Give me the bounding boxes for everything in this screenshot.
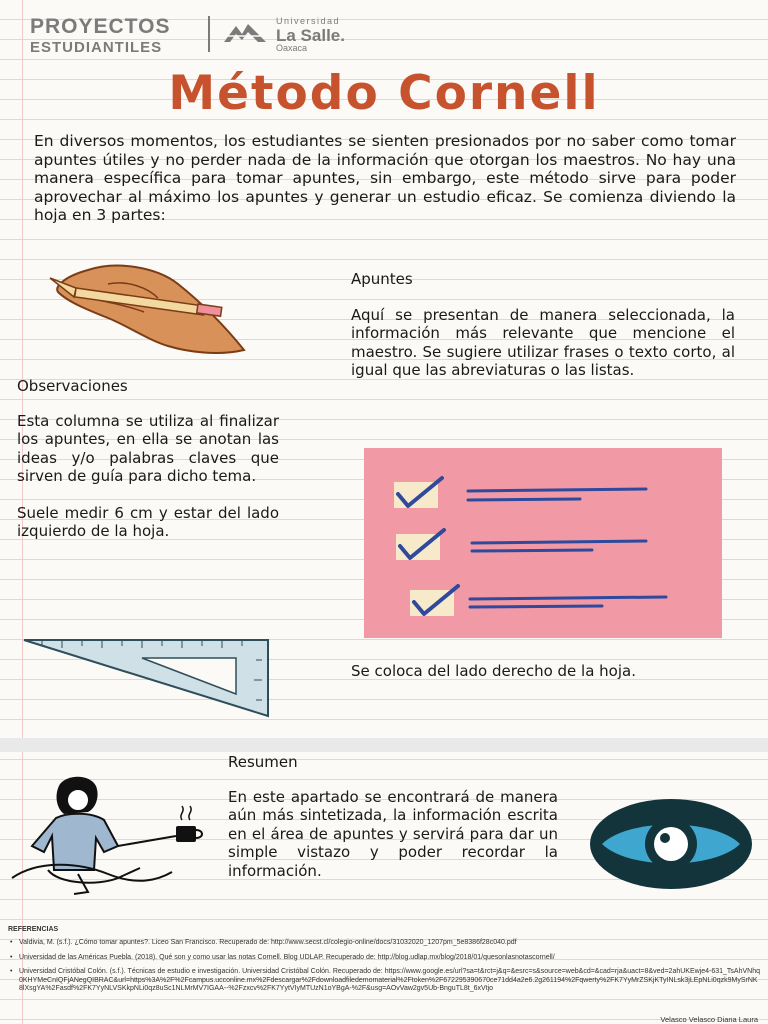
references-section xyxy=(8,926,760,1000)
intro-paragraph: En diversos momentos, los estudiantes se sienten presionados por no saber como tomar apuntes útiles y no perder nada de la información que otorgan los maestros. No hay una manera específica para tomar apuntes, sin embargo, este método sirve para poder aprovechar al máximo los apuntes y generar un estudio eficaz. Se comienza diviendo la hoja en 3 partes: xyxy=(34,132,736,225)
university-label: Universidad xyxy=(276,16,341,26)
university-name: La Salle. xyxy=(276,26,345,45)
checklist-illustration-icon xyxy=(364,448,722,638)
resumen-text: En este apartado se encontrará de manera aún más sintetizada, la información escrita en el área de apuntes y servirá para dar un simple vistazo y poder recordar la información. xyxy=(228,788,558,880)
section-divider xyxy=(0,738,768,752)
resumen-heading: Resumen xyxy=(228,753,298,771)
brand-line2: ESTUDIANTILES xyxy=(30,39,163,56)
person-reading-icon xyxy=(8,774,208,896)
observaciones-column xyxy=(17,412,279,540)
apuntes-side-text: Se coloca del lado derecho de la hoja. xyxy=(351,662,636,680)
references-title: REFERENCIAS xyxy=(8,926,59,933)
reference-item: • Valdivia, M. (s.f.). ¿Cómo tomar apuntes?. Liceo San Francisco. Recuperado de: http://www.secst.cl/colegio-online/docs/31032020_1207pm_5e8386f28c040.pdf xyxy=(8,939,760,948)
university-city: Oaxaca xyxy=(276,43,308,53)
observaciones-heading: Observaciones xyxy=(17,377,128,395)
eye-icon xyxy=(588,798,754,890)
reference-item: • Universidad de las Américas Puebla. (2018). Qué son y como usar las notas Cornell. Blog UDLAP. Recuperado de: http://blog.udlap.mx/blog/2018/01/quesonlasnotascornell/ xyxy=(8,954,760,963)
author-credit: Velasco Velasco Diana Laura xyxy=(660,1015,758,1024)
brand-separator xyxy=(208,16,210,52)
hand-pencil-icon xyxy=(48,262,248,358)
checklist-card xyxy=(364,448,722,638)
brand-proyectos-estudiantiles xyxy=(30,16,170,55)
apuntes-heading: Apuntes xyxy=(351,270,413,288)
reference-item: • Universidad Cristóbal Colón. (s.f.). Técnicas de estudio e investigación. Universidad Cristóbal Colón. Recuperado de: https://www.google.es/url?sa=t&rct=j&q=&esrc=s&source=web&cd=&cad=rja&uact=8&ved=2ahUKEwje4-631_TsAhVNhq0KHYMeCnIQFjANegQIBRAC&url=https%3A%2F%2Fcampus.ucconline.mx%2Fdescargar%2Fdownloadfiledemomaterial%2Ftoken%2F672295390670ce71dd4a2e6.2g261194%2Fqwerty%2FK7YyMrZSKjKTyINLsk3jLEpNLi0qzk9MySrNK8lXsgYA%2Fasdf%2FK7YyNLVSKkpNLi0qz8uSc1NLMrMV7IGAA--%2Fzxcv%2FK7YytVIyMTUzN1oYBgA-%2F&usg=AOvVaw2gv5Ub-BnguTL8t_6xVtjo xyxy=(8,968,760,994)
page-title: Método Cornell xyxy=(168,66,600,121)
observaciones-size-text: Suele medir 6 cm y estar del lado izquierdo de la hoja. xyxy=(17,503,279,541)
la-salle-logo-icon xyxy=(222,18,268,48)
brand-line1: PROYECTOS xyxy=(30,15,171,38)
apuntes-text: Aquí se presentan de manera seleccionada, la información más relevante que mencione el maestro. Se sugiere utilizar frases o texto corto, al igual que las abreviaturas o las listas. xyxy=(351,306,735,380)
ruler-triangle-icon xyxy=(22,636,272,720)
observaciones-text: Esta columna se utiliza al finalizar los apuntes, en ella se anotan las ideas y/o palabras claves que sirven de guía para dicho tema. xyxy=(17,412,279,486)
